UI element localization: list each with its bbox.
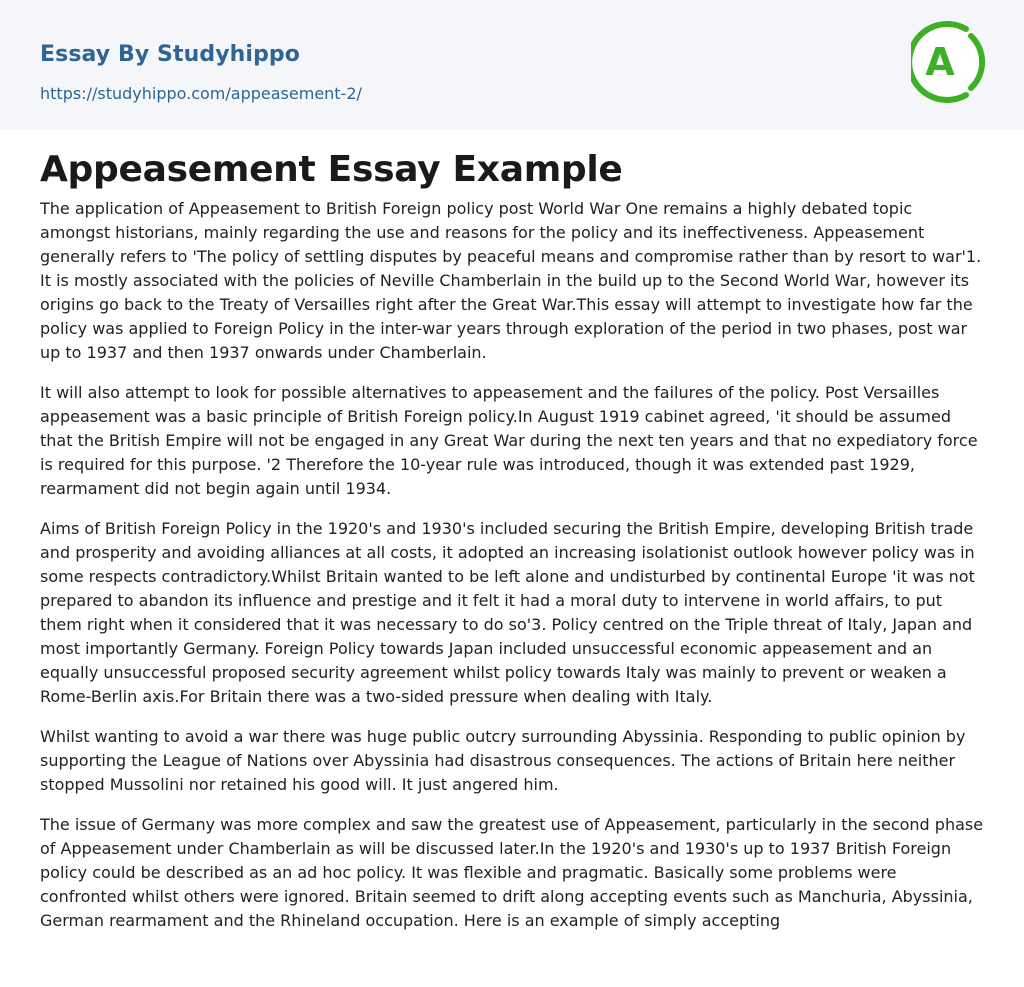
- paragraph-1: The application of Appeasement to British Foreign policy post World War One remains a highly debated topic amongst historians, mainly regarding the use and reasons for the policy and its ineffectiveness. Appeasement generally refers to 'The policy of settling disputes by peaceful means and compromise rather than by resort to war'1. It is mostly associated with the policies of Neville Chamberlain in the build up to the Second World War, however its origins go back to the Treaty of Versailles right after the Great War.This essay will attempt to investigate how far the policy was applied to Foreign Policy in the inter-war years through exploration of the period in two phases, post war up to 1937 and then 1937 onwards under Chamberlain.: [40, 199, 982, 362]
- page-url-link[interactable]: https://studyhippo.com/appeasement-2/: [40, 84, 362, 103]
- site-header: [0, 0, 1024, 129]
- page-title: Appeasement Essay Example: [40, 149, 623, 190]
- site-brand[interactable]: Essay By Studyhippo: [40, 42, 300, 67]
- paragraph-2: It will also attempt to look for possible alternatives to appeasement and the failures of the policy. Post Versailles appeasement was a basic principle of British Foreign policy.In August 1919 cabinet agreed, 'it should be assumed that the British Empire will not be engaged in any Great War during the next ten years and that no expediatory force is required for this purpose. '2 Therefore the 10-year rule was introduced, though it was extended past 1929, rearmament did not begin again until 1934.: [40, 383, 978, 498]
- article-body: [0, 149, 1024, 933]
- studyhippo-logo-icon[interactable]: [911, 18, 987, 106]
- logo-letter: A: [925, 40, 955, 84]
- paragraph-5: The issue of Germany was more complex and saw the greatest use of Appeasement, particularly in the second phase of Appeasement under Chamberlain as will be discussed later.In the 1920's and 1930's up to 1937 British Foreign policy could be described as an ad hoc policy. It was flexible and pragmatic. Basically some problems were confronted whilst others were ignored. Britain seemed to drift along accepting events such as Manchuria, Abyssinia, German rearmament and the Rhineland occupation. Here is an example of simply accepting: [40, 815, 984, 930]
- paragraph-3: Aims of British Foreign Policy in the 1920's and 1930's included securing the British Empire, developing British trade and prosperity and avoiding alliances at all costs, it adopted an increasing isolationist outlook however policy was in some respects contradictory.Whilst Britain wanted to be left alone and undisturbed by continental Europe 'it was not prepared to abandon its influence and prestige and it felt it had a moral duty to intervene in world affairs, to put them right when it considered that it was necessary to do so'3. Policy centred on the Triple threat of Italy, Japan and most importantly Germany. Foreign Policy towards Japan included unsuccessful economic appeasement and an equally unsuccessful proposed security agreement whilst policy towards Italy was mainly to prevent or weaken a Rome-Berlin axis.For Britain there was a two-sided pressure when dealing with Italy.: [40, 519, 975, 706]
- paragraph-4: Whilst wanting to avoid a war there was huge public outcry surrounding Abyssinia. Responding to public opinion by supporting the League of Nations over Abyssinia had disastrous consequences. The actions of Britain here neither stopped Mussolini nor retained his good will. It just angered him.: [40, 727, 966, 794]
